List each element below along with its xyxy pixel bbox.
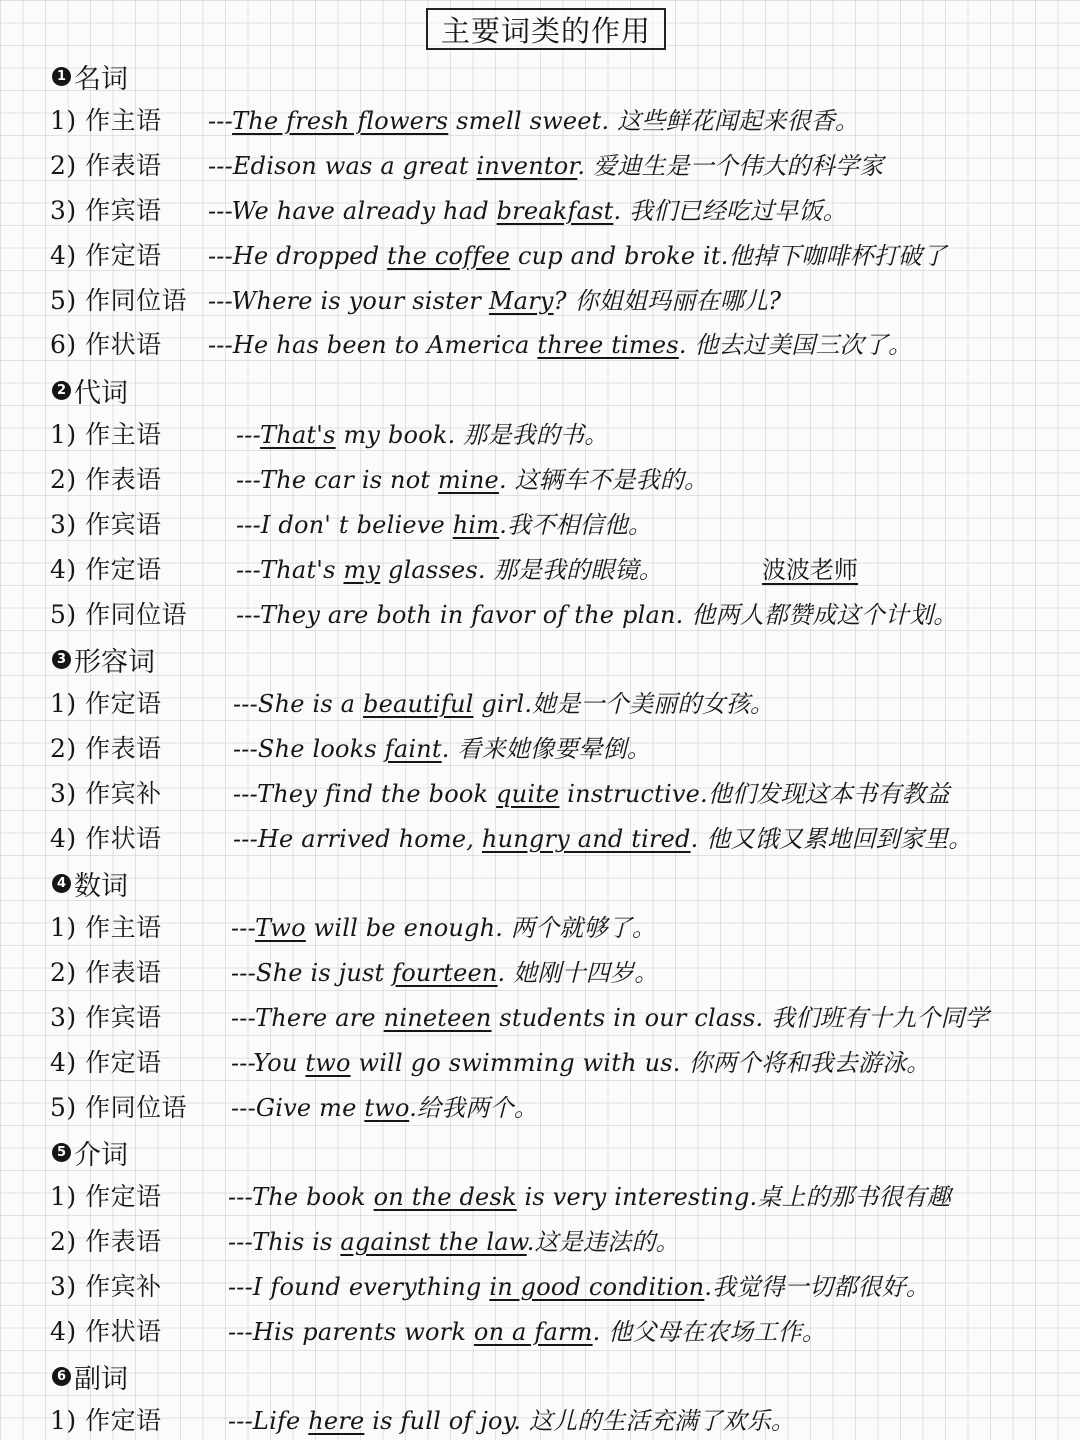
underlined-word: Two: [255, 913, 306, 942]
function-label: 1) 作定语: [50, 1181, 162, 1211]
underlined-word: against the law: [340, 1227, 527, 1256]
section-title: 形容词: [74, 646, 155, 678]
underlined-word: two: [305, 1048, 351, 1077]
example-sentence: [208, 238, 946, 274]
sentence-text: . 他又饿又累地回到家里。: [690, 824, 973, 853]
underlined-word: in good condition: [489, 1272, 705, 1301]
sentence-text: glasses. 那是我的眼镜。: [380, 555, 663, 584]
section-number-badge: 6: [52, 1367, 71, 1386]
section-title: 介词: [74, 1139, 128, 1171]
function-label: 3) 作宾语: [50, 509, 162, 539]
sentence-text: will be enough. 两个就够了。: [305, 913, 657, 942]
page-title: 主要词类的作用: [426, 8, 666, 50]
section-number-badge: 5: [52, 1143, 71, 1162]
example-sentence: [236, 507, 652, 543]
sentence-text: ---The book: [228, 1182, 374, 1211]
example-sentence: [233, 686, 774, 722]
underlined-word: hungry and tired: [481, 824, 691, 853]
sentence-text: .我觉得一切都很好。: [704, 1272, 930, 1301]
section-title: 数词: [74, 870, 128, 902]
example-sentence: [231, 1090, 538, 1126]
function-label: 1) 作主语: [50, 912, 162, 942]
function-label: 4) 作状语: [50, 823, 162, 853]
section-title: 名词: [74, 63, 128, 95]
sentence-text: ---: [208, 106, 233, 135]
function-label: 5) 作同位语: [50, 1092, 188, 1122]
sentence-text: will go swimming with us. 你两个将和我去游泳。: [350, 1048, 931, 1077]
sentence-text: instructive.他们发现这本书有教益: [559, 779, 950, 808]
underlined-word: inventor: [476, 151, 578, 180]
sentence-text: ---The car is not: [236, 465, 439, 494]
section-number-badge: 4: [52, 874, 71, 893]
function-label: 3) 作宾补: [50, 778, 162, 808]
sentence-text: ---He has been to America: [208, 331, 538, 360]
sentence-text: ---There are: [231, 1003, 384, 1032]
example-sentence: [208, 148, 883, 184]
underlined-word: fourteen: [392, 958, 498, 987]
sentence-text: . 她刚十四岁。: [497, 958, 659, 987]
function-label: 2) 作表语: [50, 957, 162, 987]
underlined-word: nineteen: [383, 1003, 492, 1032]
underlined-word: on the desk: [373, 1182, 517, 1211]
sentence-text: ---I found everything: [228, 1272, 490, 1301]
sentence-text: . 他去过美国三次了。: [678, 331, 913, 360]
underlined-word: three times: [537, 331, 679, 360]
underlined-word: on a farm: [473, 1317, 593, 1346]
section-heading: [52, 1358, 128, 1394]
sentence-text: .给我两个。: [409, 1093, 539, 1122]
sentence-text: . 我们已经吃过早饭。: [613, 196, 847, 225]
sentence-text: ---Life: [228, 1406, 309, 1435]
example-sentence: [236, 462, 708, 498]
section-title: 副词: [74, 1363, 128, 1395]
sentence-text: . 看来她像要晕倒。: [441, 734, 651, 763]
example-sentence: [228, 1269, 930, 1305]
underlined-word: him: [452, 510, 500, 539]
example-sentence: [236, 417, 608, 453]
section-number-badge: 3: [52, 650, 71, 669]
sentence-text: ---He arrived home,: [233, 824, 482, 853]
sentence-text: ---Give me: [231, 1093, 365, 1122]
underlined-word: my: [343, 555, 381, 584]
sentence-text: ---: [236, 420, 261, 449]
example-sentence: [208, 103, 859, 139]
sentence-text: ---They are both in favor of the plan. 他两人都赞成这个计划。: [236, 600, 958, 629]
underlined-word: quite: [496, 779, 560, 808]
sentence-text: ---They find the book: [233, 779, 497, 808]
underlined-word: the coffee: [387, 241, 511, 270]
function-label: 1) 作定语: [50, 1405, 162, 1435]
sentence-text: ---Where is your sister: [208, 286, 489, 315]
underlined-word: breakfast: [496, 196, 614, 225]
section-heading: [52, 641, 155, 677]
section-heading: [52, 372, 128, 408]
underlined-word: beautiful: [363, 689, 474, 718]
section-title: 代词: [74, 377, 128, 409]
underlined-word: Mary: [488, 286, 554, 315]
section-number-badge: 1: [52, 67, 71, 86]
section-heading: [52, 865, 128, 901]
sentence-text: ---You: [231, 1048, 306, 1077]
function-label: 4) 作定语: [50, 1047, 162, 1077]
sentence-text: .我不相信他。: [499, 510, 653, 539]
signature: 波波老师: [762, 556, 858, 584]
function-label: 2) 作表语: [50, 1226, 162, 1256]
sentence-text: ---She is just: [231, 958, 393, 987]
sentence-text: students in our class. 我们班有十九个同学: [491, 1003, 989, 1032]
sentence-text: . 爱迪生是一个伟大的科学家: [577, 151, 884, 180]
sentence-text: girl.她是一个美丽的女孩。: [473, 689, 775, 718]
sentence-text: . 这辆车不是我的。: [498, 465, 709, 494]
function-label: 2) 作表语: [50, 150, 162, 180]
sentence-text: is full of joy. 这儿的生活充满了欢乐。: [364, 1406, 796, 1435]
example-sentence: [228, 1314, 826, 1350]
function-label: 2) 作表语: [50, 733, 162, 763]
example-sentence: [231, 910, 656, 946]
function-label: 1) 作主语: [50, 105, 162, 135]
example-sentence: [228, 1403, 795, 1439]
sentence-text: ---She looks: [233, 734, 385, 763]
sentence-text: ---: [231, 913, 256, 942]
function-label: 4) 作状语: [50, 1316, 162, 1346]
sentence-text: my book. 那是我的书。: [335, 420, 609, 449]
sentence-text: ---Edison was a great: [208, 151, 477, 180]
function-label: 5) 作同位语: [50, 285, 188, 315]
section-heading: [52, 58, 128, 94]
underlined-word: That's: [260, 420, 336, 449]
example-sentence: [231, 1045, 930, 1081]
function-label: 4) 作定语: [50, 554, 162, 584]
function-label: 3) 作宾语: [50, 1002, 162, 1032]
function-label: 1) 作主语: [50, 419, 162, 449]
example-sentence: [233, 731, 651, 767]
sentence-text: ---This is: [228, 1227, 341, 1256]
example-sentence: [231, 955, 658, 991]
sentence-text: . 他父母在农场工作。: [592, 1317, 827, 1346]
function-label: 2) 作表语: [50, 464, 162, 494]
sentence-text: ---I don' t believe: [236, 510, 453, 539]
sentence-text: ---He dropped: [208, 241, 388, 270]
sentence-text: .这是违法的。: [526, 1227, 680, 1256]
sentence-text: ? 你姐姐玛丽在哪儿?: [553, 286, 782, 315]
function-label: 1) 作定语: [50, 688, 162, 718]
underlined-word: faint: [384, 734, 442, 763]
function-label: 5) 作同位语: [50, 599, 188, 629]
example-sentence: [231, 1000, 989, 1036]
function-label: 4) 作定语: [50, 240, 162, 270]
sentence-text: ---His parents work: [228, 1317, 474, 1346]
example-sentence: [208, 283, 781, 319]
underlined-word: mine: [438, 465, 499, 494]
sentence-text: is very interesting.桌上的那书很有趣: [516, 1182, 951, 1211]
sentence-text: smell sweet. 这些鲜花闻起来很香。: [448, 106, 860, 135]
sentence-text: cup and broke it.他掉下咖啡杯打破了: [510, 241, 947, 270]
example-sentence: [208, 327, 912, 363]
sentence-text: ---We have already had: [208, 196, 497, 225]
example-sentence: [228, 1224, 680, 1260]
underlined-word: here: [308, 1406, 365, 1435]
function-label: 3) 作宾语: [50, 195, 162, 225]
example-sentence: [233, 776, 950, 812]
section-heading: [52, 1134, 128, 1170]
example-sentence: [236, 552, 663, 588]
example-sentence: [233, 821, 972, 857]
underlined-word: two: [364, 1093, 410, 1122]
function-label: 3) 作宾补: [50, 1271, 162, 1301]
example-sentence: [208, 193, 847, 229]
underlined-word: The fresh flowers: [232, 106, 449, 135]
sentence-text: ---That's: [236, 555, 344, 584]
sentence-text: ---She is a: [233, 689, 364, 718]
example-sentence: [228, 1179, 951, 1215]
section-number-badge: 2: [52, 381, 71, 400]
example-sentence: [236, 597, 958, 633]
function-label: 6) 作状语: [50, 330, 162, 360]
